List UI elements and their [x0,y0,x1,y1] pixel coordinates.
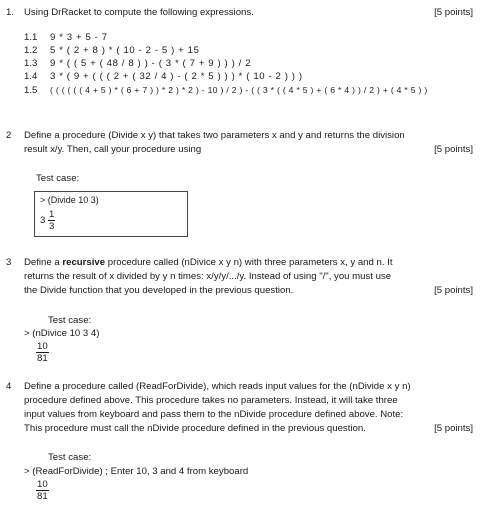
q2-result-whole: 3 [40,215,46,226]
q1-number: 1. [6,7,15,18]
q4-line-1: Define a procedure called (ReadForDivide), which reads input values for the (nDivide x y n) [24,381,411,392]
q3-line-1-pre: Define a [24,257,63,268]
q2-line-2: result x/y. Then, call your procedure using [24,144,202,155]
q4-line-4: This procedure must call the nDivide procedure defined in the previous question. [24,423,366,434]
q4-test-label: Test case: [48,452,92,463]
q1-item-expr: 9 * ( ( 5 + ( 48 / 8 ) ) - ( 3 * ( 7 + 9 ) ) ) / 2 [50,58,252,69]
q1-item-1 [24,31,108,44]
q1-item-label: 1.1 [24,32,38,43]
q4-result-denominator: 81 [37,491,48,502]
q3-line-2: returns the result of x divided by y n times: x/y/y/.../y. Instead of using "/", you must use [24,271,392,282]
q1-item-label: 1.2 [24,45,38,56]
q3-line-1-post: procedure called (nDivice x y n) with three parameters x, y and n. It [105,257,393,268]
q2-result-fraction [48,209,55,232]
q2-test-call: > (Divide 10 3) [40,195,99,205]
q1-item-label: 1.4 [24,71,38,82]
q2-test-box [34,191,188,237]
q3-line-3: the Divide function that you developed in the previous question. [24,285,294,296]
q3-test-label: Test case: [48,315,92,326]
q1-item-expr: 9 * 3 + 5 - 7 [50,32,108,43]
q2-result [40,209,55,232]
q2-test-label: Test case: [36,173,80,184]
q1-item-5 [24,84,428,97]
q2-points: [5 points] [434,144,473,155]
q3-number: 3 [6,257,12,268]
q1-item-expr: ( ( ( ( ( ( 4 + 5 ) * ( 6 + 7 ) ) * 2 ) * 2 ) - 10 ) / 2 ) - ( ( 3 * ( ( 4 * 5 ) + ( 6 * 4 ) ) / 2 ) + ( 4 * 5 ) ) [50,85,428,95]
q4-number: 4 [6,381,12,392]
q1-item-label: 1.5 [24,85,38,96]
q1-item-2 [24,44,200,57]
q1-item-expr: 3 * ( 9 + ( ( ( 2 + ( 32 / 4 ) - ( 2 * 5 ) ) ) * ( 10 - 2 ) ) ) [50,71,303,82]
q1-item-label: 1.3 [24,58,38,69]
q3-line-1 [24,256,472,269]
q4-line-2: procedure defined above. This procedure takes no parameters. Instead, it will take three [24,395,398,406]
q3-points: [5 points] [434,285,473,296]
q4-test-call: > (ReadForDivide) ; Enter 10, 3 and 4 from keyboard [24,466,249,477]
q4-result-fraction [36,479,49,502]
q3-line-1-bold: recursive [62,257,106,268]
q4-points: [5 points] [434,423,473,434]
q4-line-3: input values from keyboard and pass them to the nDivide procedure defined above. Note: [24,409,404,420]
q3-result-denominator: 81 [37,353,48,364]
q3-result-fraction [36,341,49,364]
q2-line-1: Define a procedure (Divide x y) that takes two parameters x and y and returns the division [24,130,405,141]
q1-item-4 [24,70,303,83]
q2-result-numerator: 1 [49,209,55,220]
q1-item-3 [24,57,251,70]
q4-result-numerator: 10 [37,479,48,490]
q1-points: [5 points] [434,7,473,18]
q2-result-denominator: 3 [49,221,55,232]
q3-test-call: > (nDivice 10 3 4) [24,328,100,339]
q2-number: 2 [6,130,12,141]
q3-result-numerator: 10 [37,341,48,352]
q1-item-expr: 5 * ( 2 + 8 ) * ( 10 - 2 - 5 ) + 15 [50,45,200,56]
q1-text: Using DrRacket to compute the following expressions. [24,7,254,18]
